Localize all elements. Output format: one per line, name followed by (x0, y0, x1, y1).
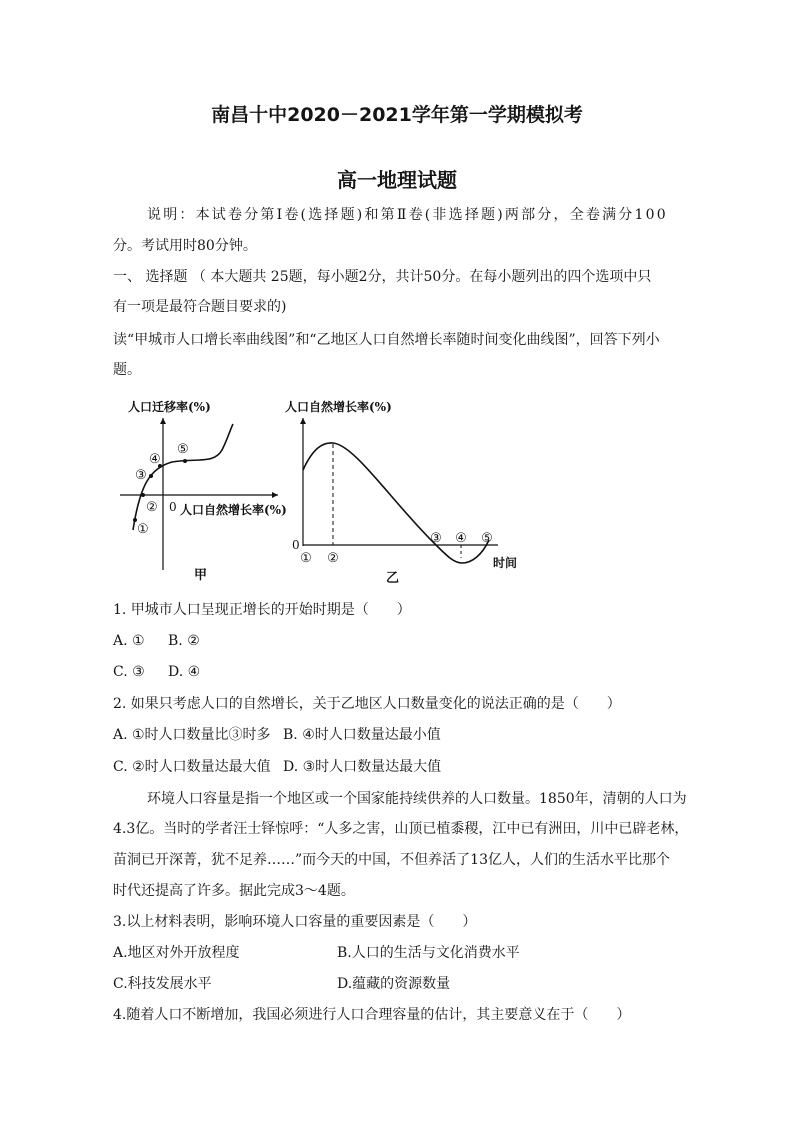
jia-point-dot-2 (141, 493, 145, 497)
yi-caption: 乙 (386, 571, 400, 586)
question-1-option-b: B. ② (168, 633, 200, 649)
intro-line-2: 分。考试用时80分钟。 (113, 238, 257, 254)
jia-point-label-1: ① (137, 522, 149, 537)
jia-point-label-2: ② (146, 500, 158, 515)
material-line-3: 苗洞已开深菁，犹不足养……”而今天的中国，不但养活了13亿人，人们的生活水平比那个 (113, 852, 670, 868)
jia-caption: 甲 (194, 568, 208, 583)
yi-point-label-4: ④ (455, 531, 467, 546)
jia-origin-label: 0 (169, 500, 177, 514)
question-3-option-b: B.人口的生活与文化消费水平 (337, 945, 520, 961)
question-2-stem: 2. 如果只考虑人口的自然增长，关于乙地区人口数量变化的说法正确的是（ ） (113, 696, 621, 712)
question-1-stem: 1. 甲城市人口呈现正增长的开始时期是（ ） (113, 602, 411, 618)
question-3-option-c: C.科技发展水平 (113, 976, 212, 992)
intro-line-1: 说明：本试卷分第Ⅰ卷(选择题)和第Ⅱ卷(非选择题)两部分，全卷满分100 (147, 207, 668, 223)
material-line-2: 4.3亿。当时的学者汪士铎惊呼：“人多之害，山顶已植黍稷，江中已有洲田，川中已辟老林， (113, 821, 689, 837)
question-2-option-a: A. ①时人口数量比③时多 (113, 727, 271, 743)
yi-x-axis-label: 时间 (493, 556, 518, 570)
yi-point-label-2: ② (327, 551, 339, 566)
section-heading-line-2: 有一项是最符合题目要求的) (113, 299, 287, 315)
question-2-option-c: C. ②时人口数量达最大值 (113, 759, 271, 775)
exam-title: 南昌十中2020－2021学年第一学期模拟考 (211, 104, 583, 126)
question-1-option-a: A. ① (113, 633, 145, 649)
jia-y-axis-label: 人口迁移率(%) (128, 400, 211, 414)
question-2-option-b: B. ④时人口数量达最小值 (283, 727, 441, 743)
population-curve-figure (110, 390, 530, 595)
question-1-option-d: D. ④ (168, 664, 201, 680)
question-3-option-d: D.蕴藏的资源数量 (337, 976, 451, 992)
jia-point-label-3: ③ (135, 468, 147, 483)
yi-origin-label: 0 (292, 538, 300, 552)
jia-point-label-4: ④ (149, 452, 161, 467)
exam-subtitle: 高一地理试题 (337, 168, 457, 192)
question-3-option-a: A.地区对外开放程度 (113, 945, 240, 961)
question-1-option-c: C. ③ (113, 664, 145, 680)
yi-point-label-5: ⑤ (481, 531, 493, 546)
jia-x-axis-label: 人口自然增长率(%) (180, 503, 287, 517)
material-line-1: 环境人口容量是指一个地区或一个国家能持续供养的人口数量。1850年，清朝的人口为 (147, 791, 687, 807)
yi-y-axis-label: 人口自然增长率(%) (285, 400, 392, 414)
question-3-stem: 3.以上材料表明，影响环境人口容量的重要因素是（ ） (113, 914, 477, 930)
chart-jia (120, 399, 287, 583)
yi-point-label-1: ① (300, 551, 312, 566)
jia-point-label-5: ⑤ (177, 442, 189, 457)
question-2-option-d: D. ③时人口数量达最大值 (283, 759, 442, 775)
yi-point-label-3: ③ (430, 531, 442, 546)
reading-prompt-line-2: 题。 (113, 362, 141, 378)
jia-point-dot-3 (149, 474, 153, 478)
jia-point-dot-5 (183, 459, 187, 463)
reading-prompt-line-1: 读“甲城市人口增长率曲线图”和“乙地区人口自然增长率随时间变化曲线图”，回答下列小 (113, 332, 660, 348)
chart-yi (285, 399, 517, 586)
material-line-4: 时代还提高了许多。据此完成3～4题。 (113, 883, 355, 899)
section-heading-line-1: 一、 选择题 （ 本大题共 25题，每小题2分，共计50分。在每小题列出的四个选项中只 (113, 269, 652, 285)
question-4-stem: 4.随着人口不断增加，我国必须进行人口合理容量的估计，其主要意义在于（ ） (113, 1007, 631, 1023)
